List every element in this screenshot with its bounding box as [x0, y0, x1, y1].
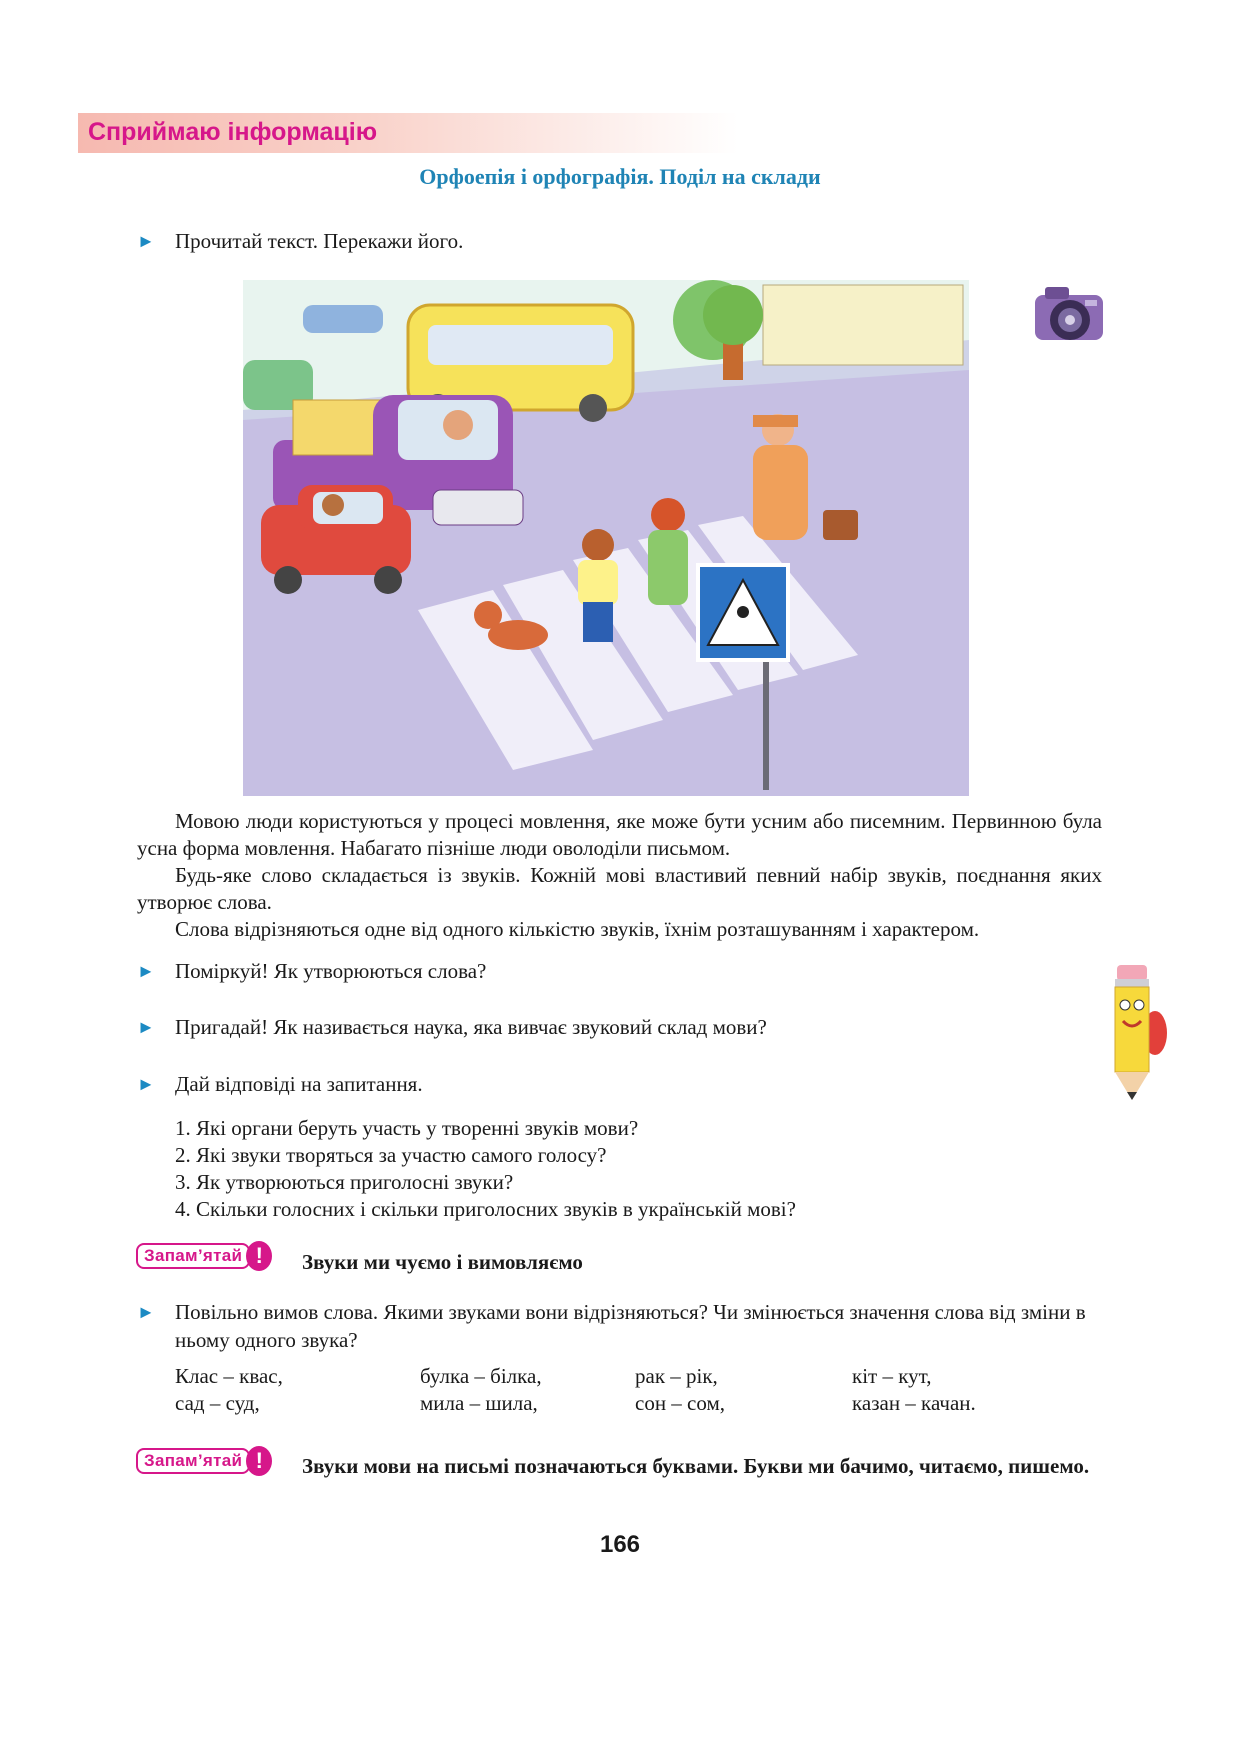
- blue-car-shape: [303, 305, 383, 333]
- word-pair: Клас – квас,: [175, 1364, 283, 1388]
- lesson-subtitle: Орфоепія і орфографія. Поділ на склади: [419, 164, 821, 189]
- pencil-mascot-icon: [1105, 955, 1167, 1103]
- word-pair: рак – рік,: [635, 1364, 718, 1388]
- word-pair-column: [175, 1363, 283, 1417]
- word-pair: кіт – кут,: [852, 1364, 932, 1388]
- list-item: 3. Як утворюються приголосні звуки?: [175, 1170, 514, 1194]
- task-recall: ► Пригадай! Як називається наука, яка вивчає звуковий склад мови?: [137, 1015, 767, 1039]
- section-title: Сприймаю інформацію: [88, 118, 378, 146]
- arrow-icon: ►: [137, 1017, 155, 1037]
- remember-note-2: Звуки мови на письмі позначаються буквами. Букви ми бачимо, читаємо, пишемо.: [302, 1454, 1090, 1478]
- main-text: [137, 808, 1102, 943]
- street-crossing-illustration: [243, 280, 969, 796]
- arrow-icon: ►: [137, 1302, 155, 1322]
- camera-icon: [1030, 275, 1120, 355]
- task-think: ► Поміркуй! Як утворюються слова?: [137, 959, 487, 983]
- text-paragraph-1: Мовою люди користуються у процесі мовлення, яке може бути усним або писемним. Первинною була усна форма мовлення. Набагато пізніше люди оволоділи письмом.: [137, 809, 1102, 860]
- task-read-retell: ► Прочитай текст. Перекажи його.: [137, 229, 464, 253]
- list-item: 2. Які звуки творяться за участю самого голосу?: [175, 1143, 607, 1167]
- arrow-icon: ►: [137, 231, 155, 251]
- word-pair: сад – суд,: [175, 1391, 260, 1415]
- question-list: [175, 1115, 796, 1223]
- word-pair: сон – сом,: [635, 1391, 726, 1415]
- word-pair: булка – білка,: [420, 1364, 542, 1388]
- task-answer: ► Дай відповіді на запитання.: [137, 1072, 423, 1096]
- remember-note-1: Звуки ми чуємо і вимовляємо: [302, 1250, 583, 1274]
- remember-badge: Запам’ятай !: [136, 1446, 272, 1476]
- list-item: 4. Скільки голосних і скільки приголосних звуків в українській мові?: [175, 1197, 796, 1221]
- exclamation-icon: !: [246, 1241, 272, 1271]
- page-number: 166: [599, 1531, 641, 1558]
- word-pair: мила – шила,: [420, 1391, 538, 1415]
- task-pronounce: ► Повільно вимов слова. Якими звуками вони відрізняються? Чи змінюється значення слова від зміни в ньому одного звука?: [137, 1300, 1086, 1352]
- list-item: 1. Які органи беруть участь у творенні звуків мови?: [175, 1116, 639, 1140]
- exclamation-icon: !: [246, 1446, 272, 1476]
- word-pair-column: [420, 1363, 542, 1417]
- arrow-icon: ►: [137, 961, 155, 981]
- text-paragraph-2: Будь-яке слово складається із звуків. Кожній мові властивий певний набір звуків, поєднання яких утворює слова.: [137, 863, 1102, 914]
- word-pair: казан – качан.: [852, 1391, 976, 1415]
- word-pair-column: [852, 1363, 976, 1417]
- arrow-icon: ►: [137, 1074, 155, 1094]
- text-paragraph-3: Слова відрізняються одне від одного кількістю звуків, їхнім розташуванням і характером.: [175, 917, 980, 941]
- remember-badge: Запам’ятай !: [136, 1241, 272, 1271]
- word-pair-column: [635, 1363, 725, 1417]
